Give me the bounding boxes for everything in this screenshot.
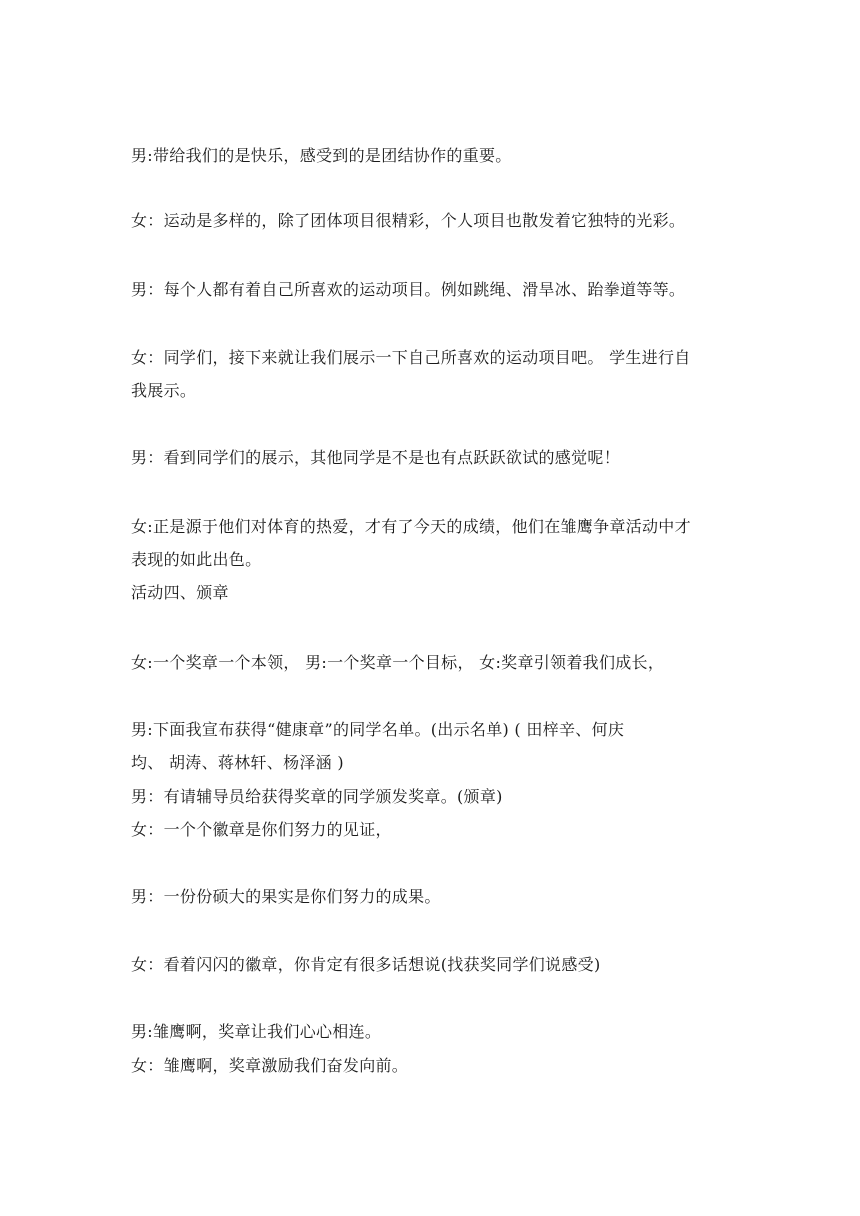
dialogue-line-10: 女：一个个徽章是你们努力的见证， xyxy=(131,820,392,839)
dialogue-line-5: 男：看到同学们的展示，其他同学是不是也有点跃跃欲试的感觉呢！ xyxy=(131,448,621,467)
dialogue-line-9: 男：有请辅导员给获得奖章的同学颁发奖章。(颁章) xyxy=(131,787,503,806)
dialogue-line-2: 女：运动是多样的，除了团体项目很精彩，个人项目也散发着它独特的光彩。 xyxy=(131,211,686,230)
section-heading: 活动四、颁章 xyxy=(131,583,229,602)
dialogue-line-8-cont: 均、 胡涛、蒋林轩、杨泽涵 ) xyxy=(131,753,344,772)
dialogue-line-1: 男:带给我们的是快乐，感受到的是团结协作的重要。 xyxy=(131,146,512,165)
dialogue-line-6-cont: 表现的如此出色。 xyxy=(131,550,262,569)
dialogue-line-6: 女:正是源于他们对体育的热爱，才有了今天的成绩，他们在雏鹰争章活动中才 xyxy=(131,517,691,536)
dialogue-line-13: 男:雏鹰啊，奖章让我们心心相连。 xyxy=(131,1022,382,1041)
dialogue-line-7: 女:一个奖章一个本领， 男:一个奖章一个目标， 女:奖章引领着我们成长， xyxy=(131,653,665,672)
dialogue-line-3: 男：每个人都有着自己所喜欢的运动项目。例如跳绳、滑旱冰、跆拳道等等。 xyxy=(131,280,686,299)
dialogue-line-8: 男:下面我宣布获得“健康章”的同学名单。(出示名单) ( 田梓辛、何庆 xyxy=(131,720,625,739)
dialogue-line-4-cont: 我展示。 xyxy=(131,381,197,400)
dialogue-line-4: 女：同学们，接下来就让我们展示一下自己所喜欢的运动项目吧。 学生进行自 xyxy=(131,348,691,367)
dialogue-line-12: 女：看着闪闪的徽章，你肯定有很多话想说(找获奖同学们说感受) xyxy=(131,955,601,974)
dialogue-line-14: 女：雏鹰啊，奖章激励我们奋发向前。 xyxy=(131,1056,409,1075)
dialogue-line-11: 男：一份份硕大的果实是你们努力的成果。 xyxy=(131,887,441,906)
